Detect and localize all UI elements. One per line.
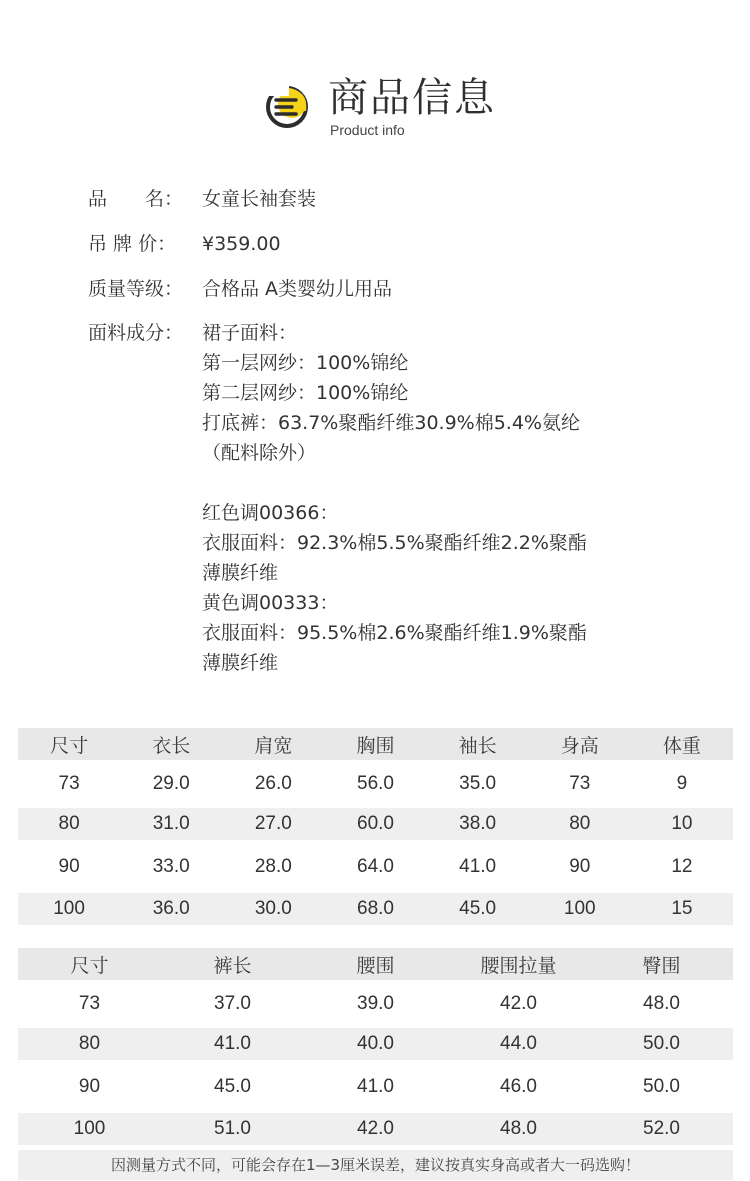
table-cell: 28.0 xyxy=(254,855,292,877)
section-header xyxy=(0,74,750,144)
table-cell: 33.0 xyxy=(152,855,190,877)
table-cell: 73 xyxy=(58,773,80,794)
table-row xyxy=(18,840,733,893)
list-badge-icon xyxy=(262,84,314,130)
page-title: 商品信息 xyxy=(328,75,496,121)
table-cell: 44.0 xyxy=(447,1028,590,1060)
table-cell: 42.0 xyxy=(500,993,537,1014)
material-line: 红色调00366： xyxy=(202,502,339,524)
table-cell: 68.0 xyxy=(324,893,426,925)
table-cell: 37.0 xyxy=(214,993,251,1014)
table-cell: 64.0 xyxy=(357,855,394,877)
table-cell: 9 xyxy=(676,773,688,794)
table-cell: 41.0 xyxy=(357,1075,394,1097)
table-cell: 52.0 xyxy=(590,1113,733,1145)
table-cell: 42.0 xyxy=(304,1113,447,1145)
page-subtitle: Product info xyxy=(330,122,405,138)
table-header-row xyxy=(18,948,733,980)
table-cell: 26.0 xyxy=(254,773,292,794)
table-cell: 73 xyxy=(78,993,101,1014)
grade-label: 质量等级： xyxy=(88,278,184,300)
table-cell: 73 xyxy=(569,773,591,794)
table-cell: 45.0 xyxy=(214,1075,251,1097)
table-cell: 41.0 xyxy=(459,855,497,877)
table-cell: 40.0 xyxy=(304,1028,447,1060)
table-cell: 38.0 xyxy=(427,808,529,840)
table-cell: 31.0 xyxy=(120,808,222,840)
table-cell: 36.0 xyxy=(120,893,222,925)
table-header-cell: 胸围 xyxy=(324,728,426,760)
bottom-size-table xyxy=(18,948,733,1145)
table-cell: 60.0 xyxy=(324,808,426,840)
table-row xyxy=(18,760,733,808)
table-cell: 50.0 xyxy=(590,1028,733,1060)
table-cell: 90 xyxy=(78,1075,101,1097)
material-line: 黄色调00333： xyxy=(202,592,339,614)
table-cell: 30.0 xyxy=(222,893,324,925)
table-cell: 90 xyxy=(569,855,591,877)
table-cell: 10 xyxy=(631,808,733,840)
table-cell: 46.0 xyxy=(500,1075,537,1097)
table-cell: 48.0 xyxy=(447,1113,590,1145)
table-cell: 50.0 xyxy=(643,1075,680,1097)
material-line: 裙子面料： xyxy=(202,322,298,344)
table-header-cell: 体重 xyxy=(631,728,733,760)
material-label: 面料成分： xyxy=(88,322,184,344)
table-cell: 27.0 xyxy=(222,808,324,840)
table-cell: 100 xyxy=(529,893,631,925)
table-cell: 51.0 xyxy=(161,1113,304,1145)
table-cell: 90 xyxy=(58,855,80,877)
table-cell: 29.0 xyxy=(152,773,190,794)
table-header-cell: 衣长 xyxy=(120,728,222,760)
table-cell: 80 xyxy=(18,808,120,840)
table-header-cell: 腰围拉量 xyxy=(447,948,590,980)
material-line: 衣服面料：92.3%棉5.5%聚酯纤维2.2%聚酯 xyxy=(202,532,587,554)
table-cell: 45.0 xyxy=(427,893,529,925)
top-size-table xyxy=(18,728,733,925)
table-cell: 12 xyxy=(671,855,693,877)
table-cell: 48.0 xyxy=(643,993,680,1014)
table-cell: 80 xyxy=(18,1028,161,1060)
table-header-cell: 裤长 xyxy=(161,948,304,980)
table-cell: 41.0 xyxy=(161,1028,304,1060)
table-row xyxy=(18,808,733,840)
price-label: 吊 牌 价： xyxy=(88,233,177,255)
table-cell: 80 xyxy=(529,808,631,840)
table-cell: 39.0 xyxy=(357,993,394,1014)
table-header-cell: 尺寸 xyxy=(18,728,120,760)
table-row xyxy=(18,1028,733,1060)
table-cell: 35.0 xyxy=(459,773,497,794)
table-header-cell: 臀围 xyxy=(590,948,733,980)
table-header-cell: 腰围 xyxy=(304,948,447,980)
name-label: 品 名： xyxy=(88,188,184,210)
material-line: （配料除外） xyxy=(202,442,317,464)
material-line: 薄膜纤维 xyxy=(202,652,279,674)
table-header-cell: 尺寸 xyxy=(18,948,161,980)
table-header-cell: 肩宽 xyxy=(222,728,324,760)
name-value: 女童长袖套装 xyxy=(202,188,317,210)
table-header-cell: 身高 xyxy=(529,728,631,760)
table-row xyxy=(18,893,733,925)
table-cell: 100 xyxy=(18,1113,161,1145)
table-cell: 15 xyxy=(631,893,733,925)
table-cell: 100 xyxy=(18,893,120,925)
measurement-note: 因测量方式不同，可能会存在1—3厘米误差，建议按真实身高或者大一码选购！ xyxy=(18,1150,733,1180)
material-line: 衣服面料：95.5%棉2.6%聚酯纤维1.9%聚酯 xyxy=(202,622,587,644)
table-header-cell: 袖长 xyxy=(427,728,529,760)
material-line: 第一层网纱：100%锦纶 xyxy=(202,352,409,374)
grade-value: 合格品 A类婴幼儿用品 xyxy=(202,278,393,300)
price-value: ¥359.00 xyxy=(202,233,281,255)
material-line: 打底裤：63.7%聚酯纤维30.9%棉5.4%氨纶 xyxy=(202,412,580,434)
material-line: 第二层网纱：100%锦纶 xyxy=(202,382,409,404)
table-row xyxy=(18,1060,733,1113)
table-row xyxy=(18,980,733,1028)
table-cell: 56.0 xyxy=(357,773,394,794)
table-header-row xyxy=(18,728,733,760)
table-row xyxy=(18,1113,733,1145)
material-line: 薄膜纤维 xyxy=(202,562,279,584)
